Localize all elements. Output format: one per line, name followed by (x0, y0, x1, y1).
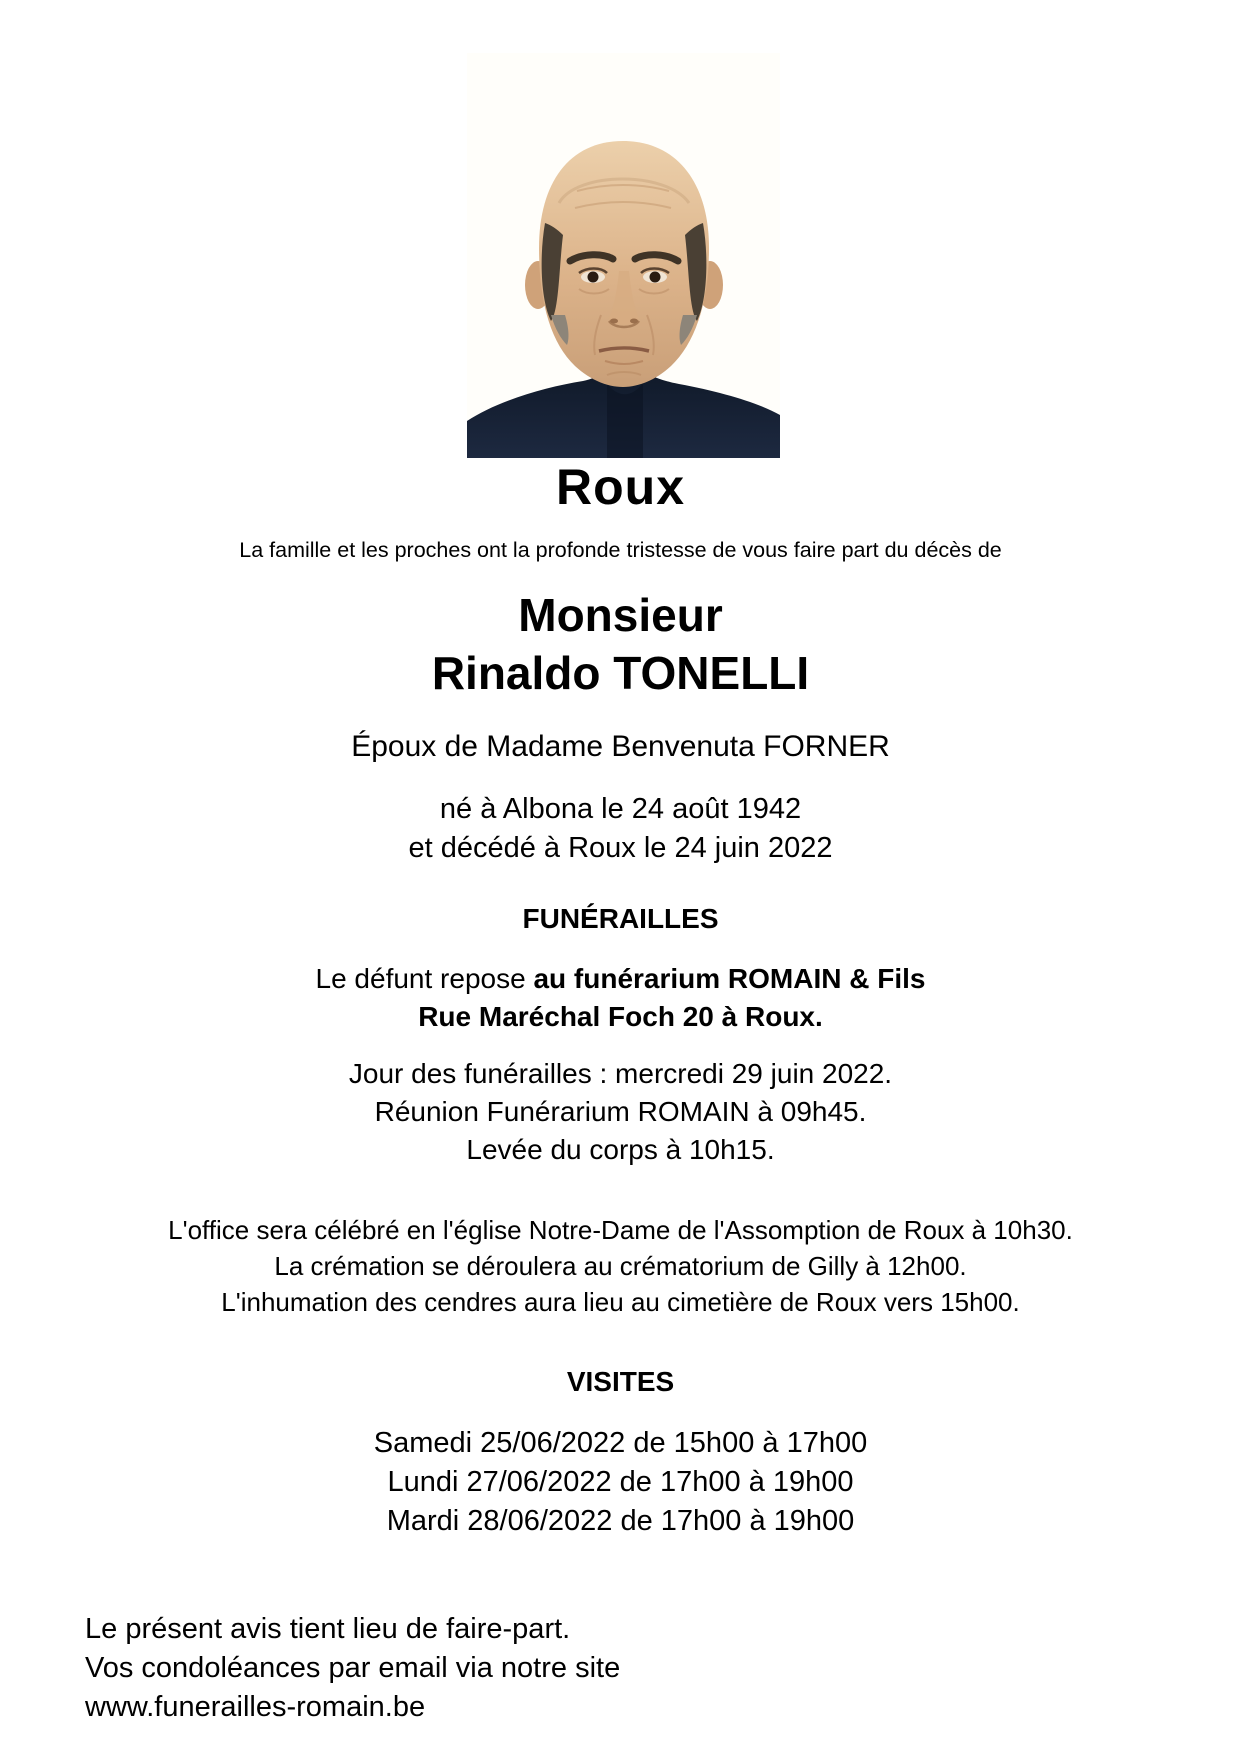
portrait-illustration (467, 53, 780, 458)
repose-address-text: Rue Maréchal Foch 20 à Roux. (418, 1001, 823, 1032)
footer-website: www.funerailles-romain.be (85, 1691, 426, 1723)
visite-line: Mardi 28/06/2022 de 17h00 à 19h00 (386, 1505, 855, 1537)
footer-condolences-line: Vos condoléances par email via notre site (85, 1652, 621, 1684)
reunion-line: Réunion Funérarium ROMAIN à 09h45. (374, 1096, 867, 1127)
repose-block (0, 960, 1241, 1036)
levee-line: Levée du corps à 10h15. (466, 1134, 775, 1165)
deceased-name: Rinaldo TONELLI (431, 647, 810, 699)
visite-line: Lundi 27/06/2022 de 17h00 à 19h00 (387, 1466, 854, 1498)
inhumation-line: L'inhumation des cendres aura lieu au cimetière de Roux vers 15h00. (221, 1287, 1020, 1317)
portrait-photo (467, 53, 780, 458)
death-line: et décédé à Roux le 24 juin 2022 (408, 832, 833, 864)
repose-address (0, 998, 1241, 1036)
office-line: L'office sera célébré en l'église Notre-Dame de l'Assomption de Roux à 10h30. (168, 1215, 1073, 1245)
birth-death-block (0, 790, 1241, 868)
spouse-line: Époux de Madame Benvenuta FORNER (351, 730, 890, 763)
cremation-line: La crémation se déroulera au crématorium de Gilly à 12h00. (274, 1251, 967, 1281)
funerailles-heading: FUNÉRAILLES (522, 903, 719, 934)
funeral-day-line: Jour des funérailles : mercredi 29 juin 2022. (348, 1058, 893, 1089)
visites-block (0, 1424, 1241, 1541)
footer-block (85, 1610, 620, 1727)
town-title: Roux (556, 459, 685, 515)
footer-notice-line: Le présent avis tient lieu de faire-part. (85, 1613, 571, 1645)
ceremony-details-block (0, 1212, 1241, 1320)
repose-funerarium: au funérarium ROMAIN & Fils (533, 963, 926, 994)
intro-sentence: La famille et les proches ont la profonde tristesse de vous faire part du décès de (239, 538, 1002, 562)
repose-prefix: Le défunt repose (315, 963, 534, 994)
deceased-title: Monsieur (518, 589, 723, 641)
birth-line: né à Albona le 24 août 1942 (439, 793, 802, 825)
visites-heading: VISITES (566, 1366, 675, 1397)
visite-line: Samedi 25/06/2022 de 15h00 à 17h00 (373, 1427, 868, 1459)
funeral-schedule-block (0, 1055, 1241, 1169)
repose-line (0, 960, 1241, 998)
deceased-name-block (0, 586, 1241, 702)
